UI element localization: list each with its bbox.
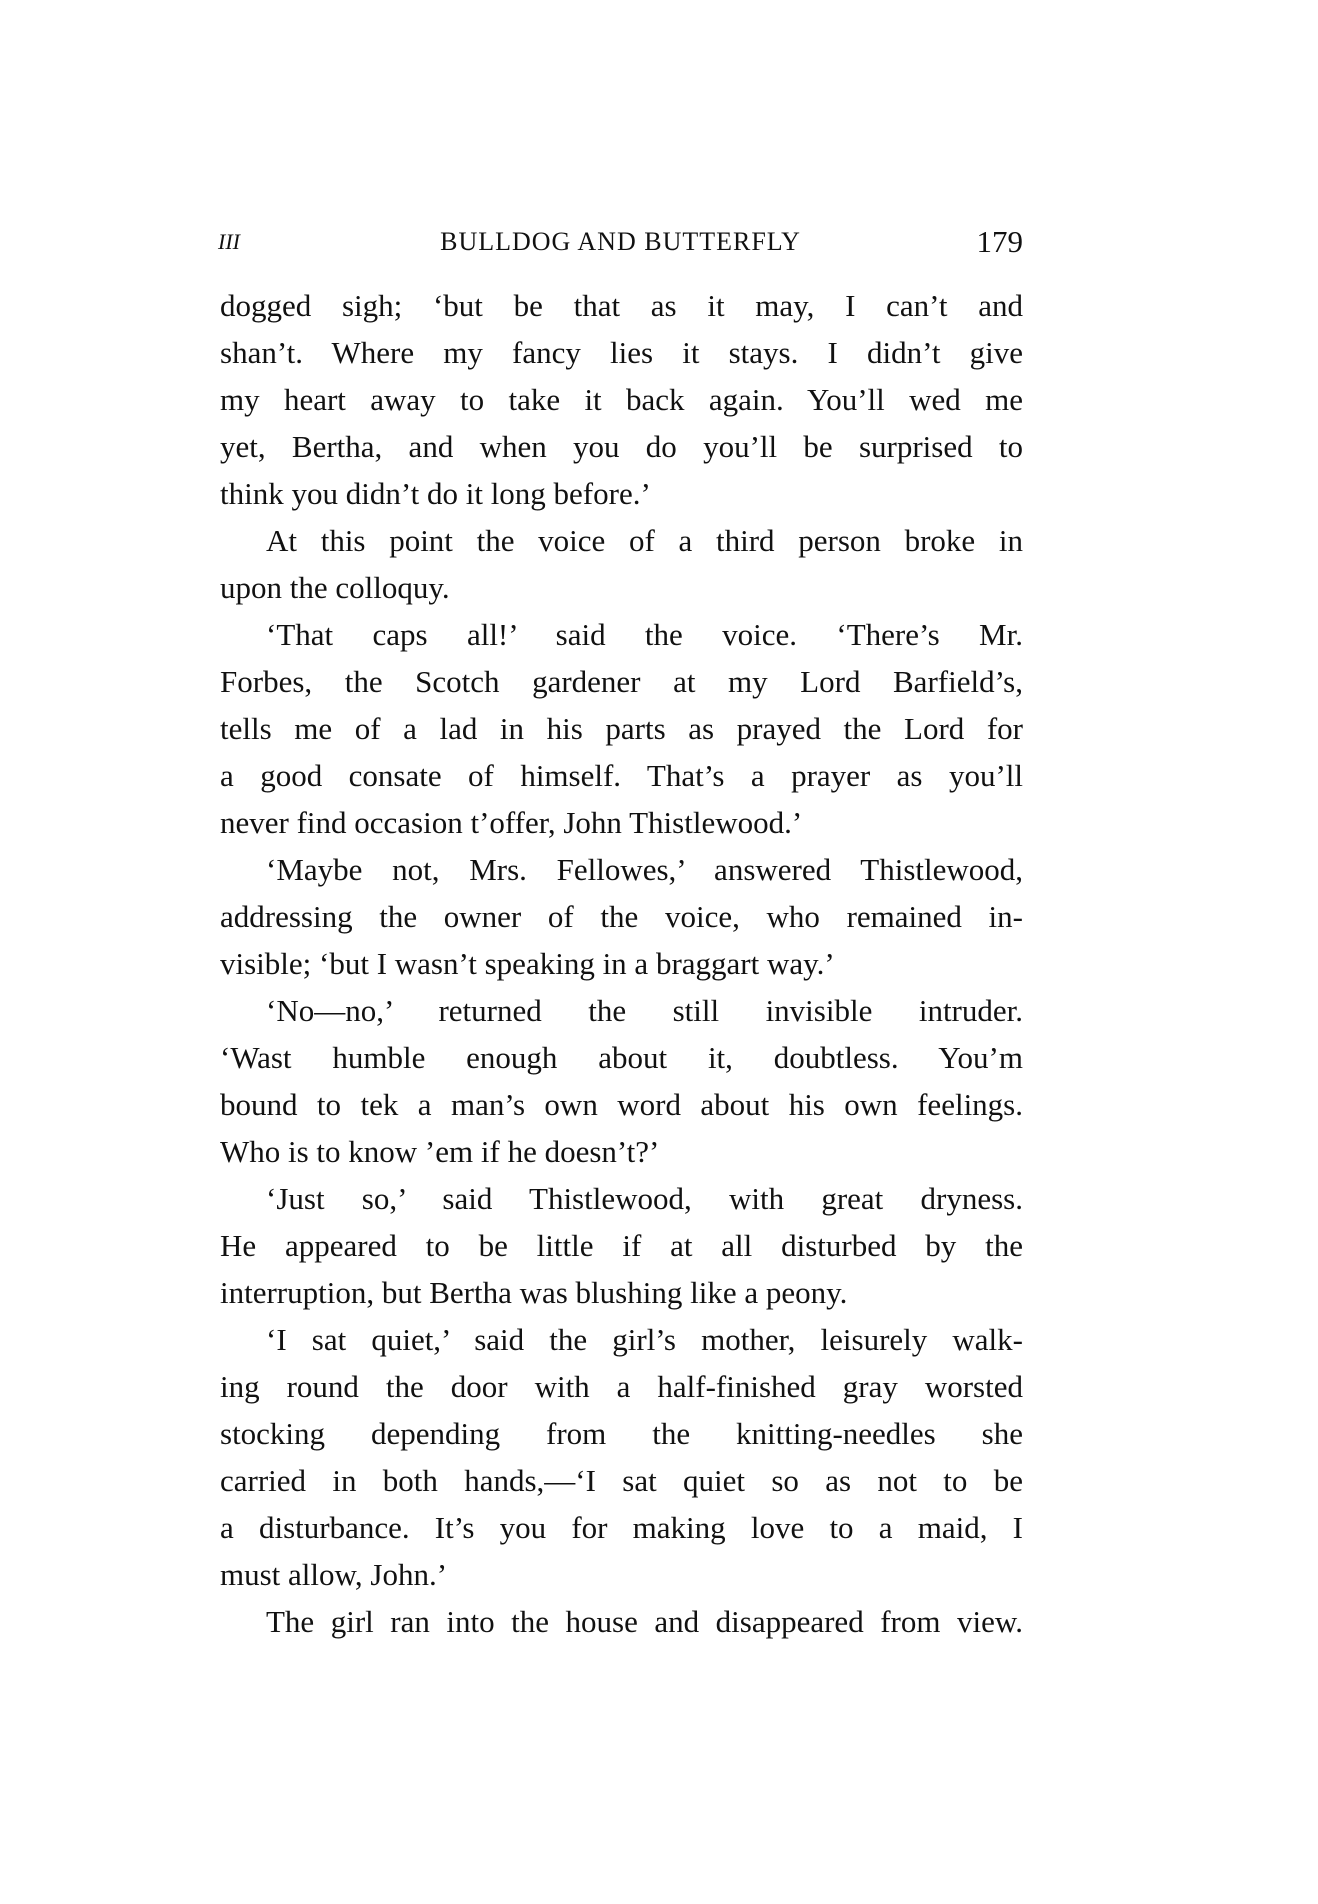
text-line: ‘That caps all!’ said the voice. ‘There’s Mr. <box>266 617 1023 652</box>
chapter-number: III <box>218 229 240 254</box>
text-line: shan’t. Where my fancy lies it stays. I didn’t give <box>220 335 1023 370</box>
text-line: interruption, but Bertha was blushing like a peony. <box>220 1275 848 1310</box>
text-line: must allow, John.’ <box>220 1557 448 1592</box>
text-line: stocking depending from the knitting-needles she <box>220 1416 1023 1451</box>
text-line: ‘I sat quiet,’ said the girl’s mother, leisurely walk- <box>266 1322 1023 1357</box>
text-line: a good consate of himself. That’s a prayer as you’ll <box>220 758 1023 793</box>
running-title: BULLDOG AND BUTTERFLY <box>440 227 801 256</box>
text-line: carried in both hands,—‘I sat quiet so as not to be <box>220 1463 1023 1498</box>
text-line: dogged sigh; ‘but be that as it may, I can’t and <box>220 288 1023 323</box>
text-line: ‘Just so,’ said Thistlewood, with great dryness. <box>266 1181 1023 1216</box>
running-head <box>218 222 1023 262</box>
text-line: ing round the door with a half-finished gray worsted <box>220 1369 1023 1404</box>
text-line: visible; ‘but I wasn’t speaking in a braggart way.’ <box>220 946 835 981</box>
text-line: ‘Maybe not, Mrs. Fellowes,’ answered Thistlewood, <box>266 852 1023 887</box>
text-line: my heart away to take it back again. You’ll wed me <box>220 382 1023 417</box>
page-number: 179 <box>976 224 1023 259</box>
text-line: never find occasion t’offer, John Thistlewood.’ <box>220 805 803 840</box>
body-text <box>220 282 1023 1645</box>
text-line: addressing the owner of the voice, who remained in- <box>220 899 1023 934</box>
text-line: ‘No—no,’ returned the still invisible intruder. <box>266 993 1023 1028</box>
text-line: a disturbance. It’s you for making love to a maid, I <box>220 1510 1023 1545</box>
text-line: Who is to know ’em if he doesn’t?’ <box>220 1134 660 1169</box>
text-line: ‘Wast humble enough about it, doubtless. You’m <box>220 1040 1023 1075</box>
text-line: tells me of a lad in his parts as prayed the Lord for <box>220 711 1023 746</box>
text-line: yet, Bertha, and when you do you’ll be surprised to <box>220 429 1023 464</box>
text-line: think you didn’t do it long before.’ <box>220 476 651 511</box>
text-line: He appeared to be little if at all disturbed by the <box>220 1228 1023 1263</box>
text-line: Forbes, the Scotch gardener at my Lord Barfield’s, <box>220 664 1023 699</box>
text-line: At this point the voice of a third person broke in <box>266 523 1023 558</box>
text-line: upon the colloquy. <box>220 570 450 605</box>
text-line: bound to tek a man’s own word about his own feelings. <box>220 1087 1023 1122</box>
text-line: The girl ran into the house and disappeared from view. <box>266 1604 1023 1639</box>
